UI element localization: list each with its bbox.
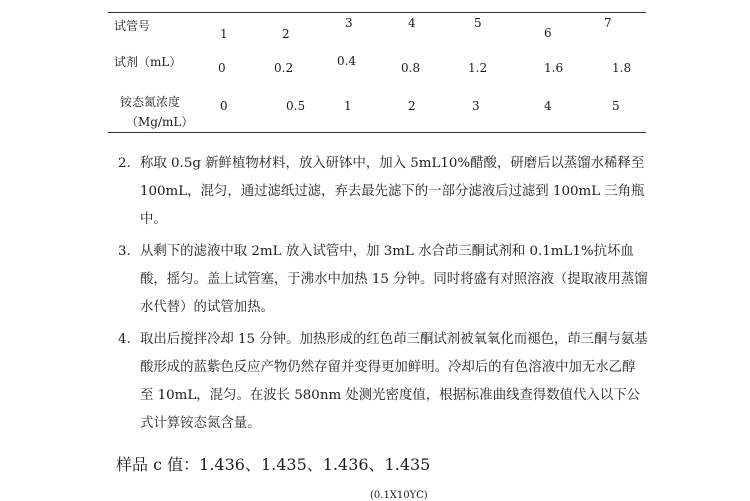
row-header-reagent: 试剂（mL）: [114, 55, 182, 69]
step-number: 4.: [118, 332, 131, 347]
step-text: 称取 0.5g 新鲜植物材料，放入研钵中，加入 5mL10%醋酸，研磨后以蒸馏水稀释至 100mL，混匀，通过滤纸过滤，弃去最先滤下的一部分滤液后过滤到 100mL 三角瓶中。: [140, 156, 645, 227]
cell-tube-6: 6: [544, 26, 552, 40]
cell-reagent-7: 1.8: [612, 61, 632, 75]
formula-fragment: (0.1X10YC): [370, 490, 428, 501]
cell-conc-3: 1: [344, 99, 352, 113]
step-number: 3.: [118, 244, 131, 259]
cell-conc-1: 0: [220, 99, 228, 113]
cell-conc-2: 0.5: [286, 99, 306, 113]
row-header-tube-number: 试管号: [114, 19, 151, 33]
step-text: 从剩下的滤液中取 2mL 放入试管中，加 3mL 水合茚三酮试剂和 0.1mL1%抗坏血酸，摇匀。盖上试管塞，于沸水中加热 15 分钟。同时将盛有对照溶液（提取液用蒸馏水代替）的试管加热。: [140, 244, 648, 315]
row-header-ammonium-concentration: 铵态氮浓度: [120, 95, 181, 109]
step-number: 2.: [118, 156, 131, 171]
cell-reagent-2: 0.2: [274, 61, 294, 75]
cell-reagent-3: 0.4: [337, 54, 357, 68]
sample-values-line: 样品 c 值：1.436、1.435、1.436、1.435: [116, 455, 431, 474]
step-4: [118, 326, 648, 438]
cell-tube-2: 2: [282, 27, 290, 41]
cell-reagent-1: 0: [218, 61, 226, 75]
cell-tube-5: 5: [474, 16, 482, 30]
row-header-ammonium-unit: （Mg/mL）: [126, 115, 194, 129]
cell-reagent-5: 1.2: [468, 61, 488, 75]
step-3: [118, 238, 648, 322]
cell-conc-5: 3: [472, 99, 480, 113]
step-text: 取出后搅拌冷却 15 分钟。加热形成的红色茚三酮试剂被氧氧化而褪色，茚三酮与氨基酸形成的蓝紫色反应产物仍然存留并变得更加鲜明。冷却后的有色溶液中加无水乙醇至 10mL，混匀。在波长 580nm 处测光密度值，根据标准曲线查得数值代入以下公式计算铵态氮含量。: [140, 332, 648, 431]
cell-conc-6: 4: [544, 99, 552, 113]
cell-reagent-4: 0.8: [401, 61, 421, 75]
cell-conc-4: 2: [408, 99, 416, 113]
cell-tube-7: 7: [604, 16, 612, 30]
step-2: [118, 150, 648, 234]
cell-tube-1: 1: [220, 27, 228, 41]
cell-reagent-6: 1.6: [544, 61, 564, 75]
cell-tube-3: 3: [345, 16, 353, 30]
cell-conc-7: 5: [612, 99, 620, 113]
cell-tube-4: 4: [408, 16, 416, 30]
table-bottom-rule: [108, 132, 646, 133]
table-top-rule: [108, 12, 646, 13]
